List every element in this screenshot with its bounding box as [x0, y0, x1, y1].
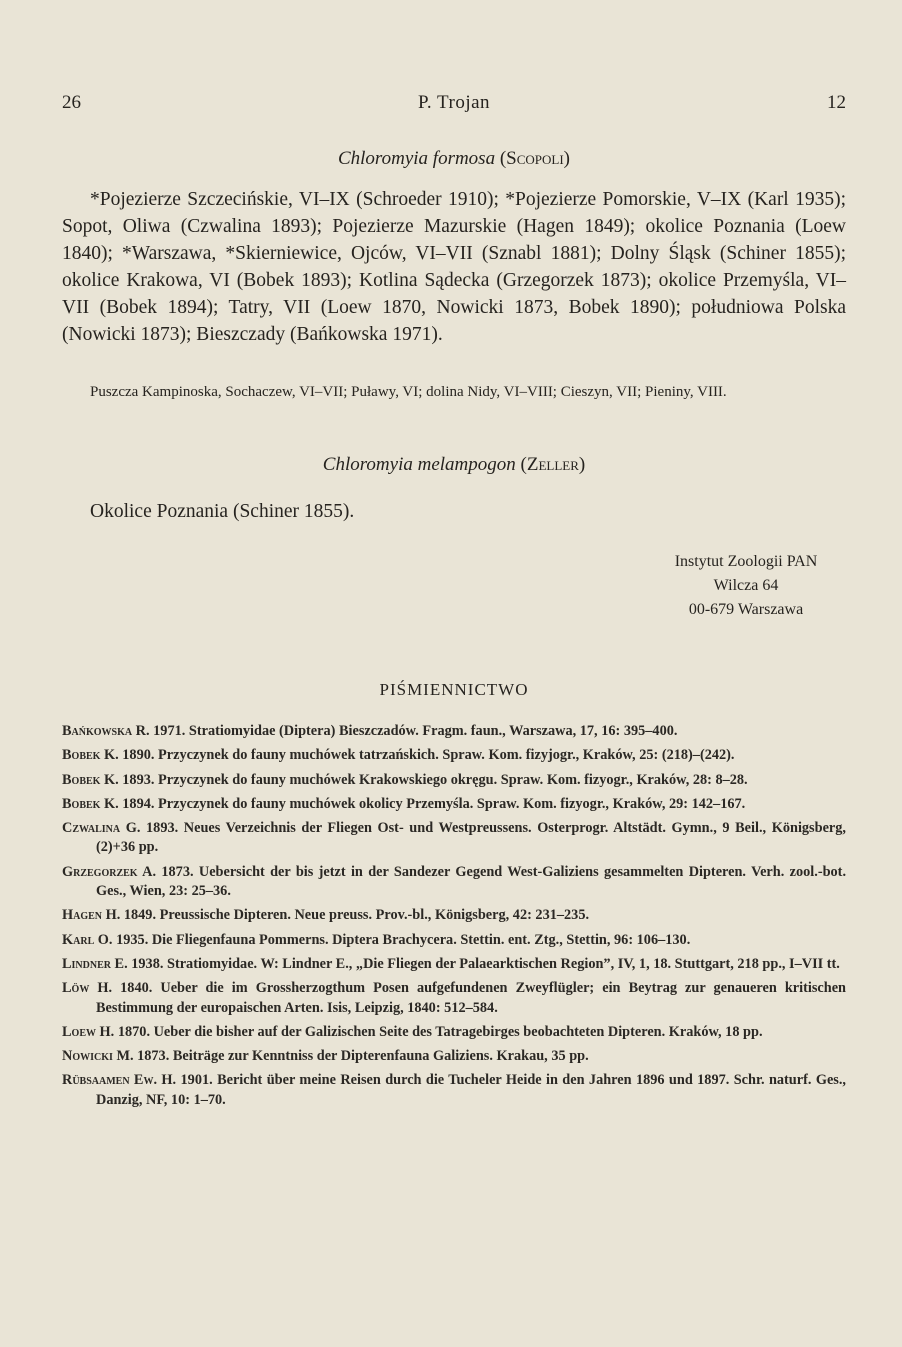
reference-item: Löw H. 1840. Ueber die im Grossherzogthum Posen aufgefundenen Zweyflügler; ein Beytrag zur genaueren kritischen Bestimmung der europaischen Arten. Isis, Leipzig, 1840: 512–584.	[62, 980, 846, 1016]
species-heading-melampogon	[62, 454, 846, 476]
volume-number: 12	[827, 92, 846, 113]
reference-item: Grzegorzek A. 1873. Uebersicht der bis jetzt in der Sandezer Gegend West-Galiziens gesammelten Dipteren. Verh. zool.-bot. Ges., Wien, 23: 25–36.	[62, 863, 847, 900]
reference-item: Loew H. 1870. Ueber die bisher auf der Galizischen Seite des Tatragebirges beobachteten Dipteren. Kraków, 18 pp.	[62, 1023, 763, 1040]
species-author: (Zeller)	[520, 454, 586, 475]
species-name: Chloromyia melampogon	[322, 454, 516, 475]
reference-item: Nowicki M. 1873. Beiträge zur Kenntniss der Dipterenfauna Galiziens. Krakau, 35 pp.	[62, 1048, 589, 1065]
species-author: (Scopoli)	[499, 148, 571, 169]
reference-item: Hagen H. 1849. Preussische Dipteren. Neue preuss. Prov.-bl., Königsberg, 42: 231–235.	[62, 907, 590, 924]
address-line: Instytut Zoologii PAN	[674, 553, 818, 570]
references-title: PIŚMIENNICTWO	[379, 680, 529, 699]
reference-item: Karl O. 1935. Die Fliegenfauna Pommerns. Diptera Brachycera. Stettin. ent. Ztg., Stettin, 96: 106–130.	[62, 931, 691, 948]
reference-item: Bobek K. 1893. Przyczynek do fauny muchówek Krakowskiego okręgu. Spraw. Kom. fizyogr., Kraków, 28: 8–28.	[62, 771, 748, 788]
reference-item: Bobek K. 1890. Przyczynek do fauny muchówek tatrzańskich. Spraw. Kom. fizyjogr., Kraków, 25: (218)–(242).	[62, 747, 735, 764]
reference-item: Rübsaamen Ew. H. 1901. Bericht über meine Reisen durch die Tucheler Heide in den Jahren 1896 und 1897. Schr. naturf. Ges., Danzig, NF, 10: 1–70.	[62, 1072, 846, 1108]
page-number: 26	[62, 92, 81, 113]
reference-item: Czwalina G. 1893. Neues Verzeichnis der Fliegen Ost- und Westpreussens. Osterprogr. Altstädt. Gymn., 9 Beil., Königsberg, (2)+36 pp.	[62, 820, 846, 856]
address-line: 00-679 Warszawa	[688, 601, 804, 618]
running-author: P. Trojan	[417, 92, 491, 113]
reference-item: Bańkowska R. 1971. Stratiomyidae (Diptera) Bieszczadów. Fragm. faun., Warszawa, 17, 16: 395–400.	[62, 723, 678, 739]
reference-item: Bobek K. 1894. Przyczynek do fauny muchówek okolicy Przemyśla. Spraw. Kom. fizyogr., Kraków, 29: 142–167.	[62, 795, 746, 812]
references-list	[62, 722, 846, 1115]
running-header	[62, 92, 846, 118]
author-address	[646, 550, 846, 622]
distribution-paragraph: *Pojezierze Szczecińskie, VI–IX (Schroeder 1910); *Pojezierze Pomorskie, V–IX (Karl 1935); Sopot, Oliwa (Czwalina 1893); Pojezierze Mazurskie (Hagen 1849); okolice Poznania (Loew 1840); *Warszawa, *Skierniewice, Ojców, VI–VII (Sznabl 1881); Dolny Śląsk (Schiner 1855); okolice Krakowa, VI (Bobek 1893); Kotlina Sądecka (Grzegorzek 1873); okolice Przemyśla, VI–VII (Bobek 1894); Tatry, VII (Loew 1870, Nowicki 1873, Bobek 1890); południowa Polska (Nowicki 1873); Bieszczady (Bańkowska 1971).	[62, 189, 846, 345]
reference-item: Lindner E. 1938. Stratiomyidae. W: Lindner E., „Die Fliegen der Palaearktischen Region”, IV, 1, 18. Stuttgart, 218 pp., I–VII tt.	[62, 955, 840, 972]
species-heading-formosa	[62, 148, 846, 170]
species-name: Chloromyia formosa	[337, 148, 496, 169]
distribution-paragraph-2: Okolice Poznania (Schiner 1855).	[90, 501, 355, 522]
additional-localities: Puszcza Kampinoska, Sochaczew, VI–VII; Puławy, VI; dolina Nidy, VI–VIII; Cieszyn, VII; Pieniny, VIII.	[90, 384, 727, 400]
address-line: Wilcza 64	[713, 577, 779, 594]
